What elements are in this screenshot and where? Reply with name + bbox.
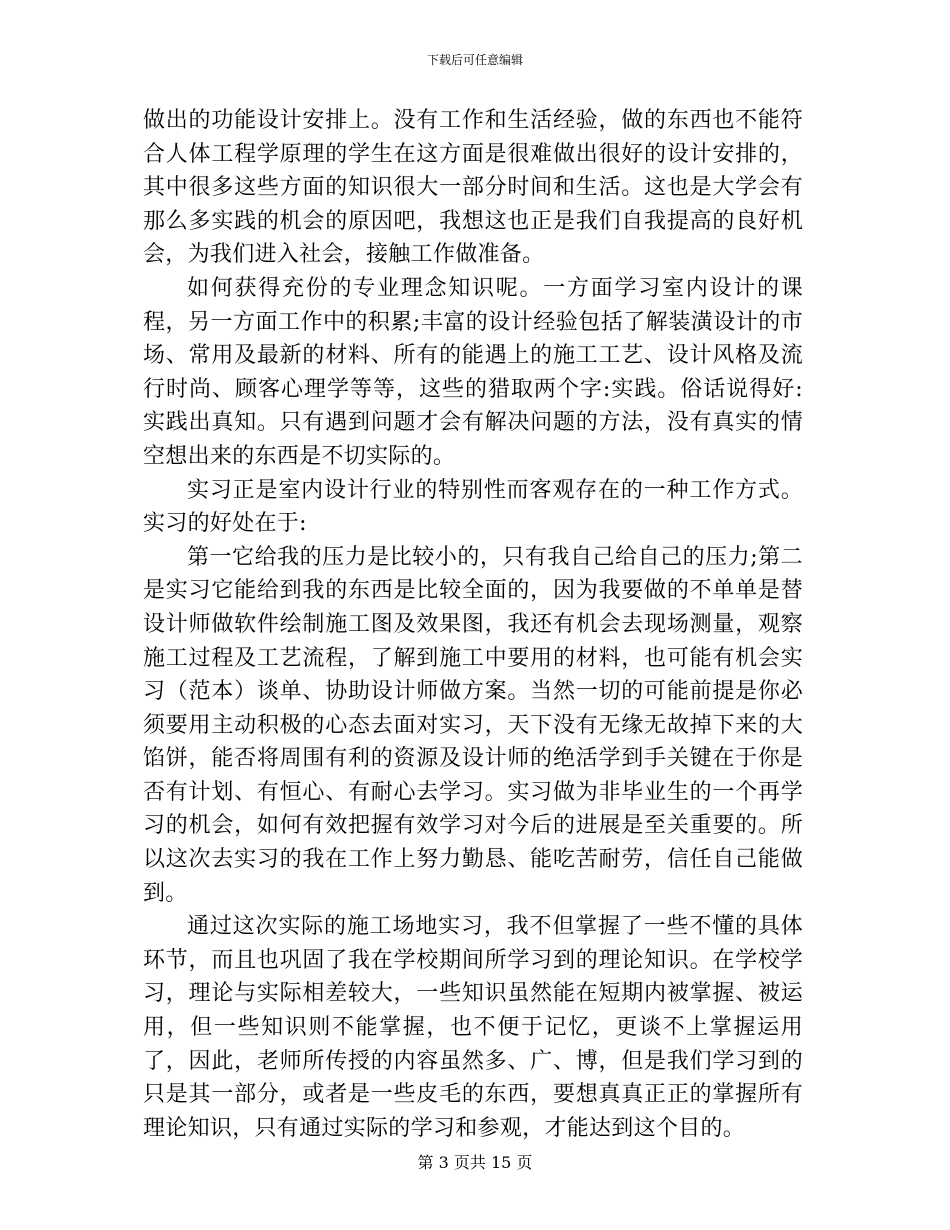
paragraph: 做出的功能设计安排上。没有工作和生活经验，做的东西也不能符合人体工程学原理的学生在这方面是很难做出很好的设计安排的，其中很多这些方面的知识很大一部分时间和生活。这也是大学会有那么多实践的机会的原因吧，我想这也正是我们自我提高的良好机会，为我们进入社会，接触工作做准备。	[143, 108, 803, 268]
paragraph: 如何获得充份的专业理念知识呢。一方面学习室内设计的课程，另一方面工作中的积累;丰富的设计经验包括了解装潢设计的市场、常用及最新的材料、所有的能遇上的施工工艺、设计风格及流行时尚、顾客心理学等等，这些的猎取两个字:实践。俗话说得好:实践出真知。只有遇到问题才会有解决问题的方法，没有真实的情空想出来的东西是不切实际的。	[143, 275, 803, 469]
paragraph: 实习正是室内设计行业的特别性而客观存在的一种工作方式。实习的好处在于:	[143, 477, 803, 537]
paragraph: 通过这次实际的施工场地实习，我不但掌握了一些不懂的具体环节，而且也巩固了我在学校期间所学习到的理论知识。在学校学习，理论与实际相差较大，一些知识虽然能在短期内被掌握、被运用，但一些知识则不能掌握，也不便于记忆，更谈不上掌握运用了，因此，老师所传授的内容虽然多、广、博，但是我们学习到的只是其一部分，或者是一些皮毛的东西，要想真真正正的掌握所有理论知识，只有通过实际的学习和参观，才能达到这个目的。	[143, 914, 803, 1141]
paragraph: 第一它给我的压力是比较小的，只有我自己给自己的压力;第二是实习它能给到我的东西是比较全面的，因为我要做的不单单是替设计师做软件绘制施工图及效果图，我还有机会去现场测量，观察施工过程及工艺流程，了解到施工中要用的材料，也可能有机会实习（范本）谈单、协助设计师做方案。当然一切的可能前提是你必须要用主动积极的心态去面对实习，天下没有无缘无故掉下来的大馅饼，能否将周围有利的资源及设计师的绝活学到手关键在于你是否有计划、有恒心、有耐心去学习。实习做为非毕业生的一个再学习的机会，如何有效把握有效学习对今后的进展是至关重要的。所以这次去实习的我在工作上努力勤恳、能吃苦耐劳，信任自己能做到。	[143, 544, 803, 906]
page-number-footer: 第 3 页共 15 页	[417, 1153, 533, 1172]
page-header-note: 下载后可任意编辑	[426, 53, 523, 67]
document-body	[143, 104, 803, 1145]
